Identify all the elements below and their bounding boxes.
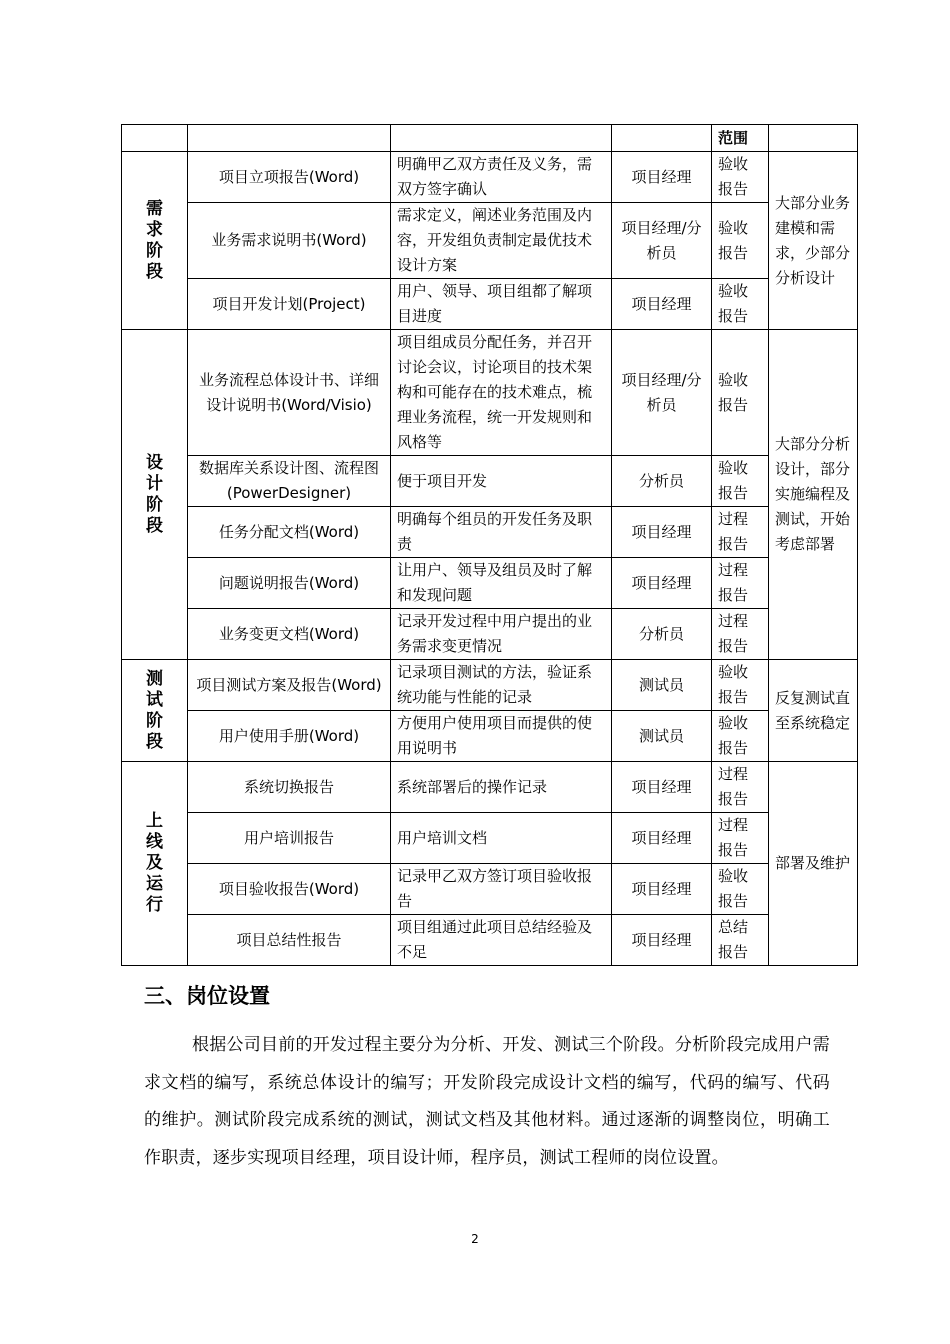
- role-cell: 项目经理: [612, 762, 712, 813]
- document-name-cell: 项目立项报告(Word): [188, 152, 391, 203]
- table-row: [122, 660, 858, 711]
- document-name-cell: 问题说明报告(Word): [188, 558, 391, 609]
- role-cell: 项目经理/分析员: [612, 203, 712, 279]
- report-type-cell: 过程报告: [712, 609, 769, 660]
- purpose-cell: 让用户、领导及组员及时了解和发现问题: [391, 558, 612, 609]
- purpose-cell: 用户、领导、项目组都了解项目进度: [391, 279, 612, 330]
- scope-cell: 大部分业务建模和需求，少部分分析设计: [769, 152, 858, 330]
- document-name-cell: 用户使用手册(Word): [188, 711, 391, 762]
- stage-label: 上线及运行: [146, 811, 163, 915]
- stage-label: 需求阶段: [146, 198, 163, 282]
- document-name-cell: 项目测试方案及报告(Word): [188, 660, 391, 711]
- report-type-cell: 过程报告: [712, 813, 769, 864]
- purpose-cell: 方便用户使用项目而提供的使用说明书: [391, 711, 612, 762]
- role-cell: 项目经理: [612, 864, 712, 915]
- stage-label: 测试阶段: [146, 668, 163, 752]
- report-type-cell: 验收报告: [712, 203, 769, 279]
- report-type-cell: 验收报告: [712, 711, 769, 762]
- document-name-cell: 项目总结性报告: [188, 915, 391, 966]
- report-type-cell: 过程报告: [712, 558, 769, 609]
- table-row: [122, 203, 858, 279]
- table-row: [122, 456, 858, 507]
- purpose-cell: 系统部署后的操作记录: [391, 762, 612, 813]
- role-cell: 分析员: [612, 609, 712, 660]
- table-row: [122, 609, 858, 660]
- stage-cell: [122, 660, 188, 762]
- role-cell: 项目经理/分析员: [612, 330, 712, 456]
- table-row: [122, 558, 858, 609]
- role-cell: 项目经理: [612, 813, 712, 864]
- document-name-cell: 项目验收报告(Word): [188, 864, 391, 915]
- role-cell: 测试员: [612, 711, 712, 762]
- role-cell: 项目经理: [612, 507, 712, 558]
- role-cell: 测试员: [612, 660, 712, 711]
- document-name-cell: 业务需求说明书(Word): [188, 203, 391, 279]
- purpose-cell: 记录开发过程中用户提出的业务需求变更情况: [391, 609, 612, 660]
- table-row: [122, 507, 858, 558]
- scope-cell: 反复测试直至系统稳定: [769, 660, 858, 762]
- table-row: [122, 711, 858, 762]
- purpose-cell: 需求定义，阐述业务范围及内容，开发组负责制定最优技术设计方案: [391, 203, 612, 279]
- role-cell: 分析员: [612, 456, 712, 507]
- report-type-cell: 验收报告: [712, 279, 769, 330]
- table-row: [122, 279, 858, 330]
- header-scope-cell: 范围: [712, 125, 769, 152]
- document-name-cell: 业务变更文档(Word): [188, 609, 391, 660]
- document-name-cell: 数据库关系设计图、流程图(PowerDesigner): [188, 456, 391, 507]
- table-row: [122, 864, 858, 915]
- table-row: [122, 330, 858, 456]
- table-row: [122, 813, 858, 864]
- purpose-cell: 明确每个组员的开发任务及职责: [391, 507, 612, 558]
- scope-cell: 部署及维护: [769, 762, 858, 966]
- page-number: 2: [471, 1232, 479, 1246]
- purpose-cell: 记录项目测试的方法，验证系统功能与性能的记录: [391, 660, 612, 711]
- table-row: [122, 152, 858, 203]
- scope-cell: 大部分分析设计，部分实施编程及测试，开始考虑部署: [769, 330, 858, 660]
- report-type-cell: 验收报告: [712, 660, 769, 711]
- document-name-cell: 用户培训报告: [188, 813, 391, 864]
- document-name-cell: 业务流程总体设计书、详细设计说明书(Word/Visio): [188, 330, 391, 456]
- stage-cell: [122, 152, 188, 330]
- purpose-cell: 用户培训文档: [391, 813, 612, 864]
- table-header-row: [122, 125, 858, 152]
- report-type-cell: 验收报告: [712, 152, 769, 203]
- purpose-cell: 记录甲乙双方签订项目验收报告: [391, 864, 612, 915]
- report-type-cell: 过程报告: [712, 507, 769, 558]
- purpose-cell: 便于项目开发: [391, 456, 612, 507]
- report-type-cell: 验收报告: [712, 330, 769, 456]
- table-row: [122, 762, 858, 813]
- document-table: [121, 124, 858, 966]
- stage-cell: [122, 330, 188, 660]
- table-row: [122, 915, 858, 966]
- purpose-cell: 项目组通过此项目总结经验及不足: [391, 915, 612, 966]
- role-cell: 项目经理: [612, 558, 712, 609]
- document-name-cell: 项目开发计划(Project): [188, 279, 391, 330]
- stage-label: 设计阶段: [146, 452, 163, 536]
- purpose-cell: 明确甲乙双方责任及义务，需双方签字确认: [391, 152, 612, 203]
- report-type-cell: 验收报告: [712, 864, 769, 915]
- role-cell: 项目经理: [612, 279, 712, 330]
- role-cell: 项目经理: [612, 152, 712, 203]
- body-paragraph: 根据公司目前的开发过程主要分为分析、开发、测试三个阶段。分析阶段完成用户需求文档的编写，系统总体设计的编写；开发阶段完成设计文档的编写，代码的编写、代码的维护。测试阶段完成系统的测试，测试文档及其他材料。通过逐渐的调整岗位，明确工作职责，逐步实现项目经理，项目设计师，程序员，测试工程师的岗位设置。: [144, 1035, 830, 1168]
- report-type-cell: 过程报告: [712, 762, 769, 813]
- section-heading: 三、岗位设置: [144, 984, 270, 1008]
- report-type-cell: 验收报告: [712, 456, 769, 507]
- document-name-cell: 任务分配文档(Word): [188, 507, 391, 558]
- document-name-cell: 系统切换报告: [188, 762, 391, 813]
- role-cell: 项目经理: [612, 915, 712, 966]
- stage-cell: [122, 762, 188, 966]
- purpose-cell: 项目组成员分配任务，并召开讨论会议，讨论项目的技术架构和可能存在的技术难点，梳理业务流程，统一开发规则和风格等: [391, 330, 612, 456]
- report-type-cell: 总结报告: [712, 915, 769, 966]
